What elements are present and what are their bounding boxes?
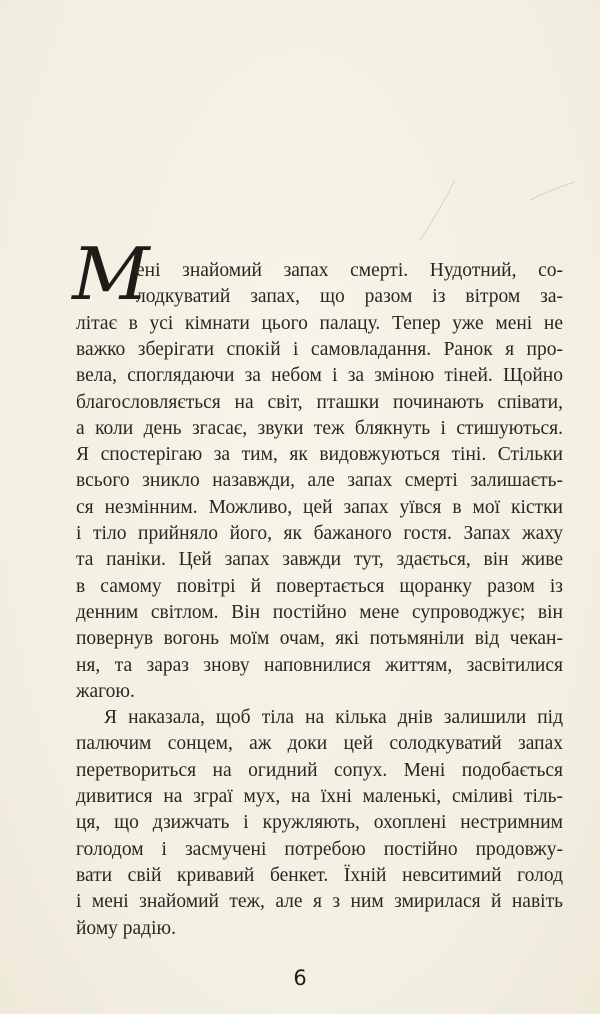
text-line: Я спостерігаю за тим, як видовжуються тіні. Стільки — [76, 444, 563, 466]
text-line: повернув вогонь моїм очам, які потьмяніли від чекан- — [76, 628, 563, 650]
text-line: ся незмінним. Можливо, цей запах уївся в мої кістки — [76, 496, 563, 518]
text-line: ця, що дзижчать і кружляють, охоплені нестримним — [76, 812, 563, 834]
text-line: благословляється на світ, пташки починають співати, — [76, 391, 563, 413]
paragraph-first-line: Я наказала, щоб тіла на кілька днів залишили під — [104, 707, 563, 729]
drop-cap-letter: М — [72, 232, 150, 316]
decorative-flourish — [380, 170, 580, 250]
text-line: жагою. — [76, 680, 135, 702]
text-line: а коли день згасає, звуки теж блякнуть і стишуються. — [76, 417, 563, 439]
text-line: і тіло прийняло його, як бажаного гостя. Запах жаху — [76, 523, 563, 544]
text-line: і мені знайомий теж, але я з ним змирилася й навіть — [76, 891, 563, 913]
text-line: всього зникло назавжди, але запах смерті залишаєть- — [76, 470, 563, 492]
page-number: 6 — [293, 966, 307, 990]
text-line: дивитися на зграї мух, на їхні маленькі, сміливі тіль- — [76, 786, 563, 807]
text-line: лодкуватий запах, що разом із вітром за- — [136, 286, 563, 308]
text-line: ені знайомий запах смерті. Нудотний, со- — [136, 260, 563, 281]
text-line: перетвориться на огидний сопух. Мені подобається — [76, 759, 563, 781]
text-line: йому радію. — [76, 917, 176, 939]
text-line: денним світлом. Він постійно мене супроводжує; він — [76, 601, 563, 623]
text-line: та паніки. Цей запах завжди тут, здається, він живе — [76, 549, 563, 571]
text-line: важко зберігати спокій і самовладання. Ранок я про- — [76, 338, 563, 360]
text-line: в самому повітрі й повертається щоранку разом із — [76, 575, 563, 597]
text-line: вела, споглядаючи за небом і за зміною тіней. Щойно — [76, 365, 563, 387]
text-line: літає в усі кімнати цього палацу. Тепер уже мені не — [76, 312, 563, 334]
text-line: ня, та зараз знову наповнилися життям, засвітилися — [76, 654, 563, 676]
text-line: палючим сонцем, аж доки цей солодкуватий запах — [76, 733, 563, 755]
text-line: голодом і засмучені потребою постійно продовжу- — [76, 838, 563, 860]
text-line: вати свій кривавий бенкет. Їхній невситимий голод — [76, 864, 563, 886]
